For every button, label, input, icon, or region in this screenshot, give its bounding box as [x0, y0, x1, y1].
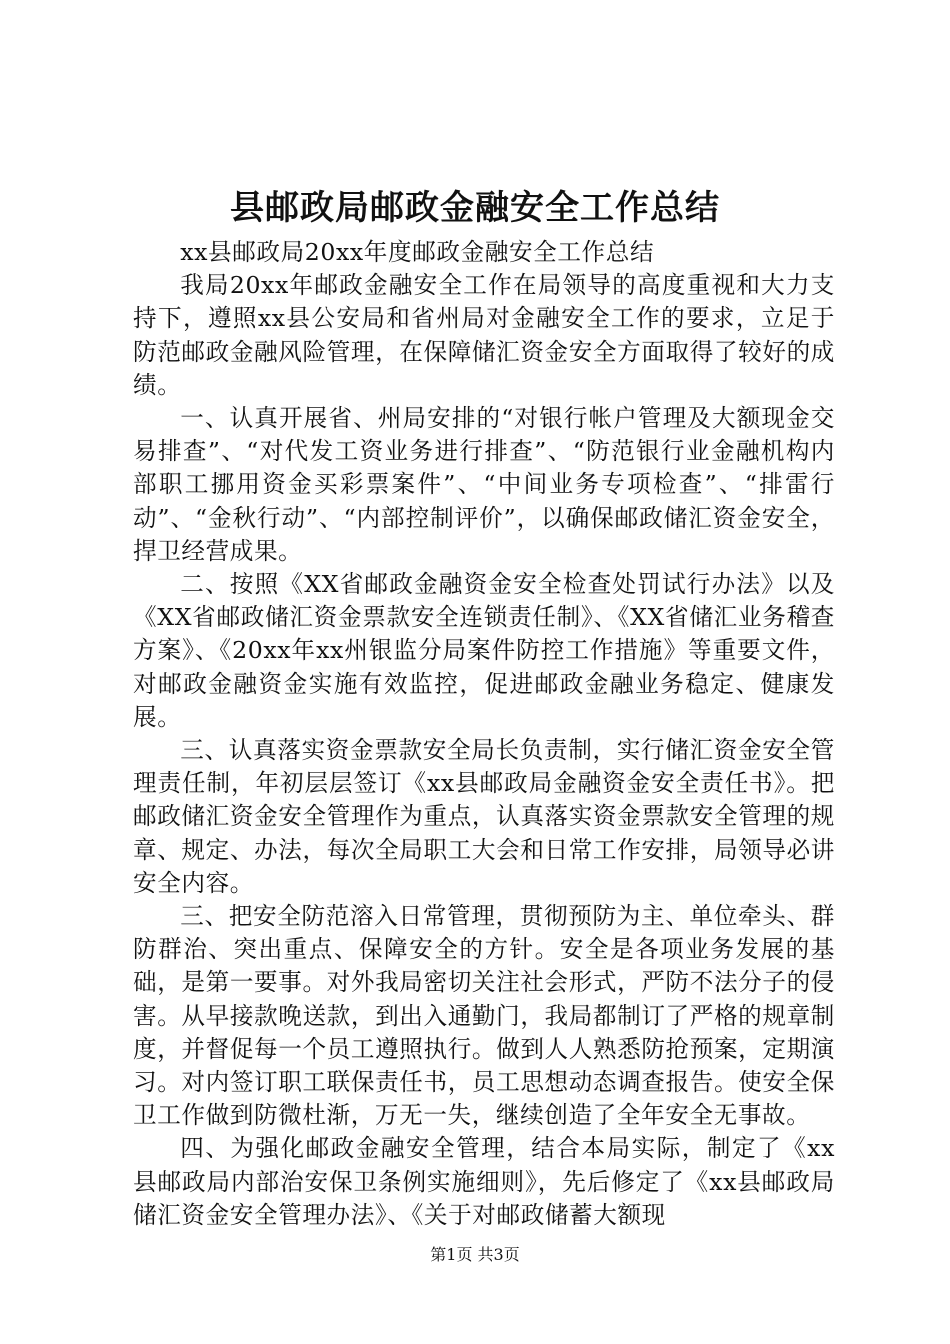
body-paragraph-section-3a: 三、认真落实资金票款安全局长负责制，实行储汇资金安全管理责任制，年初层层签订《xx县邮政局金融资金安全责任书》。把邮政储汇资金安全管理作为重点，认真落实资金票款安全管理的规章、规定、办法，每次全局职工大会和日常工作安排，局领导必讲安全内容。	[133, 736, 835, 897]
page-footer: 第1页 共3页	[430, 1245, 520, 1264]
document-body	[133, 236, 835, 1232]
body-paragraph-subtitle: xx县邮政局20xx年度邮政金融安全工作总结	[180, 238, 655, 266]
body-paragraph-section-3b: 三、把安全防范溶入日常管理，贯彻预防为主、单位牵头、群防群治、突出重点、保障安全的方针。安全是各项业务发展的基础，是第一要事。对外我局密切关注社会形式，严防不法分子的侵害。从早接款晚送款，到出入通勤门，我局都制订了严格的规章制度，并督促每一个员工遵照执行。做到人人熟悉防抢预案，定期演习。对内签订职工联保责任书，员工思想动态调查报告。使安全保卫工作做到防微杜渐，万无一失，继续创造了全年安全无事故。	[133, 902, 835, 1130]
body-paragraph-section-4: 四、为强化邮政金融安全管理，结合本局实际，制定了《xx县邮政局内部治安保卫条例实施细则》，先后修定了《xx县邮政局储汇资金安全管理办法》、《关于对邮政储蓄大额现	[133, 1134, 835, 1229]
document-title: 县邮政局邮政金融安全工作总结	[230, 188, 720, 228]
body-paragraph-section-2: 二、按照《XX省邮政金融资金安全检查处罚试行办法》以及《XX省邮政储汇资金票款安全连锁责任制》、《XX省储汇业务稽查方案》、《20xx年xx州银监分局案件防控工作措施》等重要文件，对邮政金融资金实施有效监控，促进邮政金融业务稳定、健康发展。	[133, 570, 835, 731]
body-paragraph-section-1: 一、认真开展省、州局安排的“对银行帐户管理及大额现金交易排查”、“对代发工资业务进行排查”、“防范银行业金融机构内部职工挪用资金买彩票案件”、“中间业务专项检查”、“排雷行动”、“金秋行动”、“内部控制评价”，以确保邮政储汇资金安全，捍卫经营成果。	[133, 404, 835, 565]
body-paragraph-intro: 我局20xx年邮政金融安全工作在局领导的高度重视和大力支持下，遵照xx县公安局和省州局对金融安全工作的要求，立足于防范邮政金融风险管理，在保障储汇资金安全方面取得了较好的成绩。	[133, 271, 835, 399]
